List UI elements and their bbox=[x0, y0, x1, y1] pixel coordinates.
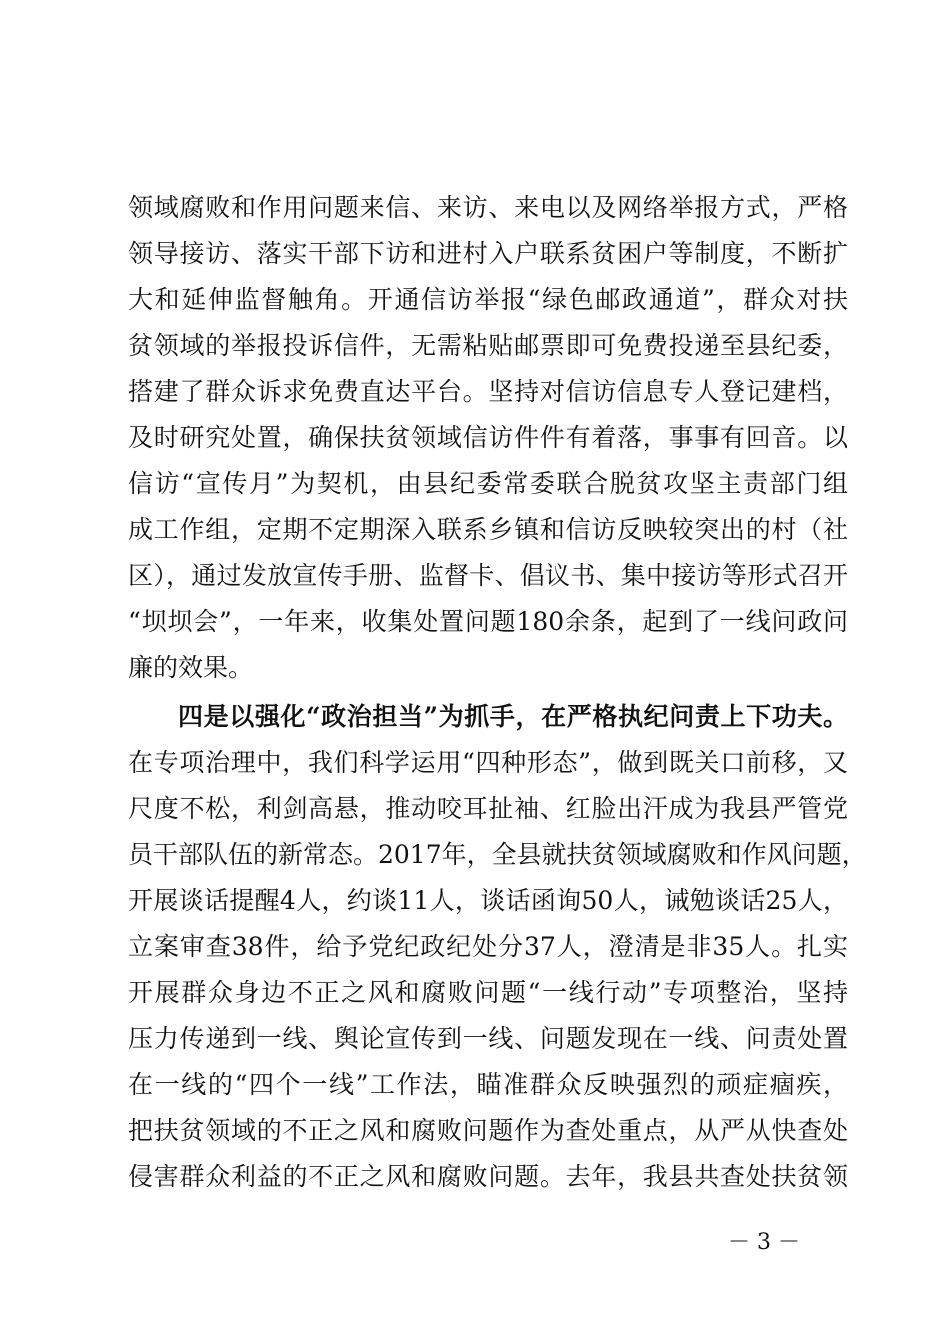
paragraph-1-line-11: 廉的效果。 bbox=[128, 653, 254, 682]
page-number: － 3 － bbox=[728, 1230, 800, 1255]
paragraph-1-line-4: 贫领域的举报投诉信件，无需粘贴邮票即可免费投递至县纪委， bbox=[128, 331, 848, 360]
paragraph-2-line-3: 尺度不松，利剑高悬，推动咬耳扯袖、红脸出汗成为我县严管党 bbox=[128, 794, 848, 823]
paragraph-1-line-7: 信访“宣传月”为契机，由县纪委常委联合脱贫攻坚主责部门组 bbox=[128, 469, 848, 498]
section-heading-line: 四是以强化“政治担当”为抓手，在严格执纪问责上下功夫。 bbox=[178, 702, 848, 731]
paragraph-2-line-7: 开展群众身边不正之风和腐败问题“一线行动”专项整治，坚持 bbox=[128, 978, 848, 1007]
paragraph-1-line-8: 成工作组，定期不定期深入联系乡镇和信访反映较突出的村（社 bbox=[128, 515, 848, 544]
paragraph-2-line-2: 在专项治理中，我们科学运用“四种形态”，做到既关口前移，又 bbox=[128, 748, 848, 777]
paragraph-2-line-10: 把扶贫领域的不正之风和腐败问题作为查处重点，从严从快查处 bbox=[128, 1116, 848, 1145]
paragraph-1-line-2: 领导接访、落实干部下访和进村入户联系贫困户等制度，不断扩 bbox=[128, 239, 848, 268]
paragraph-1-line-3: 大和延伸监督触角。开通信访举报“绿色邮政通道”，群众对扶 bbox=[128, 285, 848, 314]
paragraph-1-line-5: 搭建了群众诉求免费直达平台。坚持对信访信息专人登记建档， bbox=[128, 377, 848, 406]
paragraph-1-line-1: 领域腐败和作用问题来信、来访、来电以及网络举报方式，严格 bbox=[128, 193, 848, 222]
paragraph-2-line-5: 开展谈话提醒4人，约谈11人，谈话函询50人，诫勉谈话25人， bbox=[128, 886, 848, 915]
paragraph-2-line-9: 在一线的“四个一线”工作法，瞄准群众反映强烈的顽症痼疾， bbox=[128, 1070, 848, 1099]
paragraph-2-line-4: 员干部队伍的新常态。2017年，全县就扶贫领域腐败和作风问题， bbox=[128, 840, 867, 869]
paragraph-1-line-6: 及时研究处置，确保扶贫领域信访件件有着落，事事有回音。以 bbox=[128, 423, 848, 452]
paragraph-2-line-11: 侵害群众利益的不正之风和腐败问题。去年，我县共查处扶贫领 bbox=[128, 1162, 848, 1191]
paragraph-2-line-8: 压力传递到一线、舆论宣传到一线、问题发现在一线、问责处置 bbox=[128, 1024, 848, 1053]
paragraph-2-line-6: 立案审查38件，给予党纪政纪处分37人，澄清是非35人。扎实 bbox=[128, 932, 848, 961]
paragraph-1-line-9: 区），通过发放宣传手册、监督卡、倡议书、集中接访等形式召开 bbox=[128, 561, 848, 590]
paragraph-1-line-10: “坝坝会”，一年来，收集处置问题180余条，起到了一线问政问 bbox=[128, 607, 848, 636]
